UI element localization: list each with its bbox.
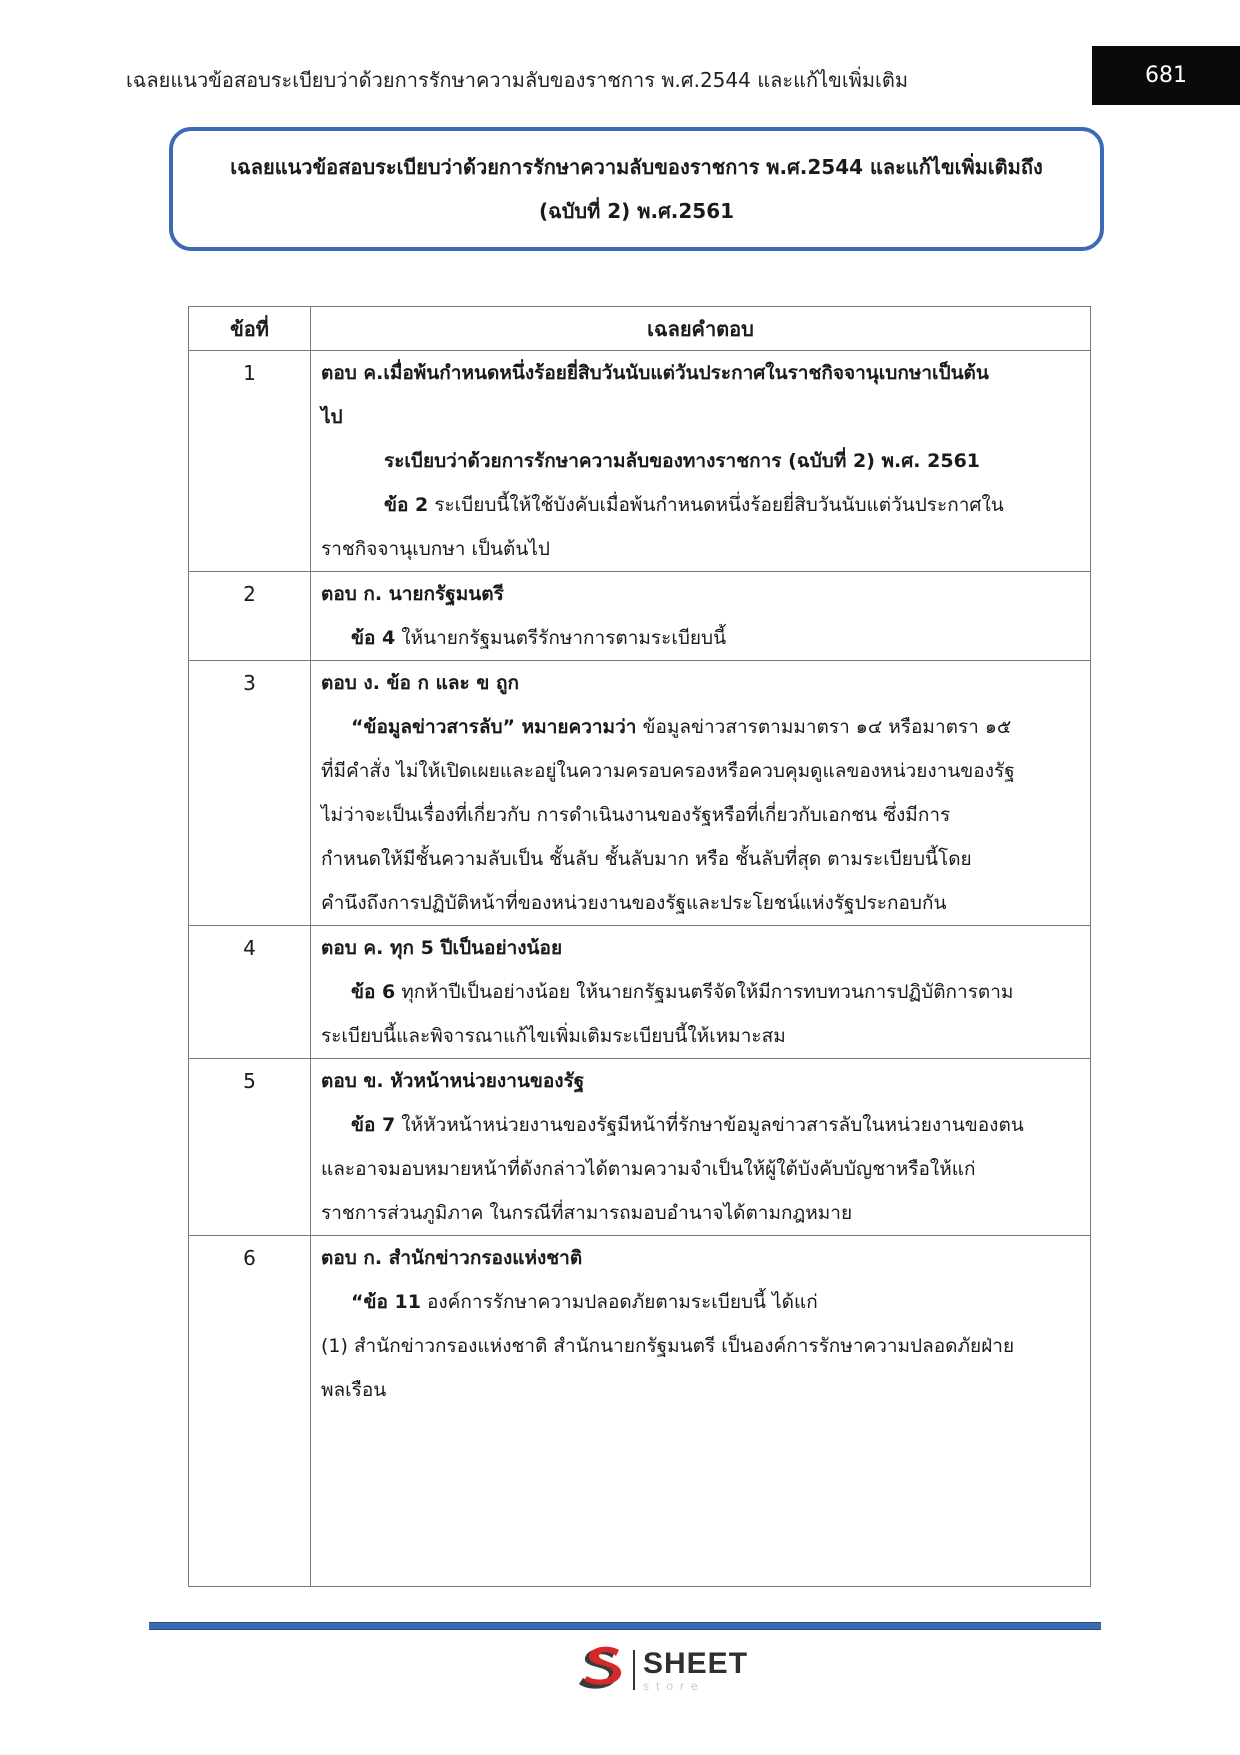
- clause-line: [321, 616, 1082, 660]
- text-line: พลเรือน: [321, 1379, 387, 1401]
- clause-label: ข้อ 7: [351, 1114, 396, 1136]
- page-number: 681: [1092, 46, 1240, 105]
- answer-line: ตอบ ค.เมื่อพ้นกำหนดหนึ่งร้อยยี่สิบวันนับแต่วันประกาศในราชกิจจานุเบกษาเป็นต้น: [321, 362, 989, 384]
- answer-line-cont: ไป: [321, 406, 343, 428]
- sub-heading: ระเบียบว่าด้วยการรักษาความลับของทางราชการ (ฉบับที่ 2) พ.ศ. 2561: [384, 450, 981, 472]
- clause-line: [321, 1280, 1082, 1324]
- table-row: [189, 351, 1091, 572]
- clause-text: องค์การรักษาความปลอดภัยตามระเบียบนี้ ได้แก่: [420, 1291, 818, 1313]
- table-row: [189, 572, 1091, 661]
- footer-divider: [149, 1622, 1101, 1630]
- clause-line: [321, 970, 1082, 1014]
- row-answer: [311, 661, 1091, 926]
- column-header-answer: เฉลยคำตอบ: [311, 307, 1091, 351]
- logo-wordmark: [643, 1646, 749, 1693]
- running-header: เฉลยแนวข้อสอบระเบียบว่าด้วยการรักษาความลับของราชการ พ.ศ.2544 และแก้ไขเพิ่มเติม: [125, 68, 909, 92]
- title-line-1: เฉลยแนวข้อสอบระเบียบว่าด้วยการรักษาความลับของราชการ พ.ศ.2544 และแก้ไขเพิ่มเติมถึง: [230, 155, 1043, 179]
- clause-text: ข้อมูลข่าวสารตามมาตรา ๑๔ หรือมาตรา ๑๕: [636, 716, 1012, 738]
- clause-line: [321, 705, 1082, 749]
- clause-label: ข้อ 2: [384, 494, 429, 516]
- title-box: [169, 127, 1104, 251]
- clause-label: ข้อ 6: [351, 981, 396, 1003]
- clause-cont: ราชกิจจานุเบกษา เป็นต้นไป: [321, 538, 550, 560]
- answer-line: ตอบ ข. หัวหน้าหน่วยงานของรัฐ: [321, 1070, 585, 1092]
- row-answer: [311, 1236, 1091, 1587]
- row-number: 5: [189, 1059, 311, 1236]
- clause-text: ให้หัวหน้าหน่วยงานของรัฐมีหน้าที่รักษาข้อมูลข่าวสารลับในหน่วยงานของตน: [395, 1114, 1024, 1136]
- title-line-2: (ฉบับที่ 2) พ.ศ.2561: [538, 199, 735, 223]
- table-row: [189, 661, 1091, 926]
- text-line: ที่มีคำสั่ง ไม่ให้เปิดเผยและอยู่ในความครอบครองหรือควบคุมดูแลของหน่วยงานของรัฐ: [321, 760, 1015, 782]
- sheet-store-logo: [575, 1646, 748, 1694]
- row-answer: [311, 572, 1091, 661]
- row-number: 2: [189, 572, 311, 661]
- row-number: 3: [189, 661, 311, 926]
- text-line: ไม่ว่าจะเป็นเรื่องที่เกี่ยวกับ การดำเนินงานของรัฐหรือที่เกี่ยวกับเอกชน ซึ่งมีการ: [321, 804, 951, 826]
- table-header-row: [189, 307, 1091, 351]
- row-number: 4: [189, 926, 311, 1059]
- column-header-number: ข้อที่: [189, 307, 311, 351]
- text-line: ระเบียบนี้และพิจารณาแก้ไขเพิ่มเติมระเบียบนี้ให้เหมาะสม: [321, 1025, 786, 1047]
- s-mark-icon: [575, 1644, 625, 1696]
- text-line: (1) สำนักข่าวกรองแห่งชาติ สำนักนายกรัฐมนตรี เป็นองค์การรักษาความปลอดภัยฝ่าย: [321, 1335, 1015, 1357]
- clause-line: [321, 483, 1082, 527]
- answer-line: ตอบ ก. นายกรัฐมนตรี: [321, 583, 504, 605]
- clause-label: ข้อ 4: [351, 627, 396, 649]
- clause-label: “ข้อมูลข่าวสารลับ” หมายความว่า: [351, 716, 637, 738]
- table-row: [189, 1236, 1091, 1587]
- table-row: [189, 926, 1091, 1059]
- text-line: กำหนดให้มีชั้นความลับเป็น ชั้นลับ ชั้นลับมาก หรือ ชั้นลับที่สุด ตามระเบียบนี้โดย: [321, 848, 972, 870]
- row-answer: [311, 926, 1091, 1059]
- clause-label: “ข้อ 11: [351, 1291, 421, 1313]
- answer-line: ตอบ ค. ทุก 5 ปีเป็นอย่างน้อย: [321, 937, 563, 959]
- text-line: คำนึงถึงการปฏิบัติหน้าที่ของหน่วยงานของรัฐและประโยชน์แห่งรัฐประกอบกัน: [321, 892, 947, 914]
- clause-text: ระเบียบนี้ให้ใช้บังคับเมื่อพ้นกำหนดหนึ่งร้อยยี่สิบวันนับแต่วันประกาศใน: [428, 494, 1004, 516]
- answer-line: ตอบ ง. ข้อ ก และ ข ถูก: [321, 672, 519, 694]
- text-line: ราชการส่วนภูมิภาค ในกรณีที่สามารถมอบอำนาจได้ตามกฎหมาย: [321, 1202, 853, 1224]
- text-line: และอาจมอบหมายหน้าที่ดังกล่าวได้ตามความจำเป็นให้ผู้ใต้บังคับบัญชาหรือให้แก่: [321, 1158, 976, 1180]
- clause-line: [321, 1103, 1082, 1147]
- clause-text: ให้นายกรัฐมนตรีรักษาการตามระเบียบนี้: [395, 627, 727, 649]
- answer-line: ตอบ ก. สำนักข่าวกรองแห่งชาติ: [321, 1247, 583, 1269]
- table-row: [189, 1059, 1091, 1236]
- row-number: 6: [189, 1236, 311, 1587]
- logo-divider: [633, 1650, 635, 1690]
- answer-table: [188, 306, 1091, 1587]
- row-answer: [311, 351, 1091, 572]
- row-answer: [311, 1059, 1091, 1236]
- row-number: 1: [189, 351, 311, 572]
- clause-text: ทุกห้าปีเป็นอย่างน้อย ให้นายกรัฐมนตรีจัดให้มีการทบทวนการปฏิบัติการตาม: [395, 981, 1014, 1003]
- logo-text: SHEET: [643, 1646, 749, 1680]
- logo-subtext: store: [643, 1678, 705, 1693]
